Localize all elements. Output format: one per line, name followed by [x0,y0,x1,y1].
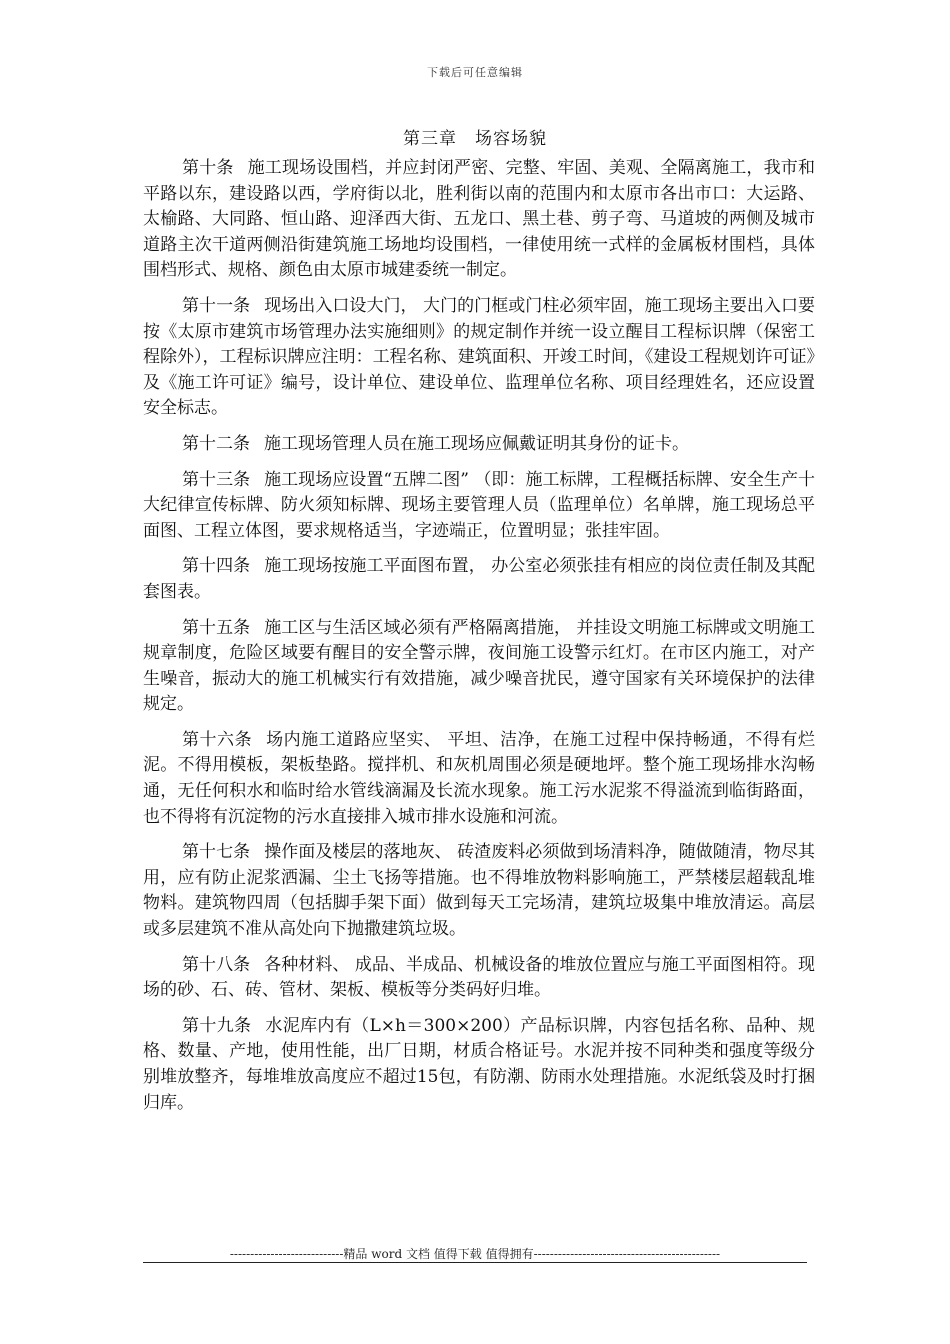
article-text: 施工现场应设置“五牌二图” （即：施工标牌，工程概括标牌、安全生产十大纪律宣传标牌、防火须知标牌、现场主要管理人员（监理单位）名单牌，施工现场总平面图、工程立体图，要求规格适当，字迹端正，位置明显；张挂牢固。 [143,469,815,541]
page-header-note: 下载后可任意编辑 [427,66,523,79]
article-number: 第十九条 [182,1015,252,1036]
article-10 [143,156,815,284]
article-number: 第十六条 [182,729,253,750]
article-12 [143,432,815,458]
article-text: 施工现场设围档，并应封闭严密、完整、牢固、美观、全隔离施工，我市和平路以东，建设路以西，学府街以北，胜利街以南的范围内和太原市各出市口：大运路、太榆路、大同路、恒山路、迎泽西大街、五龙口、黑土巷、剪子弯、马道坡的两侧及城市道路主次干道两侧沿街建筑施工场地均设围档，一律使用统一式样的金属板材围档，具体围档形式、规格、颜色由太原市城建委统一制定。 [143,158,816,281]
article-text: 施工现场管理人员在施工现场应佩戴证明其身份的证卡。 [264,433,689,454]
article-16 [143,728,815,830]
article-17 [143,840,815,942]
article-number: 第十五条 [182,617,251,638]
article-number: 第十条 [182,158,234,178]
article-number: 第十七条 [182,842,251,863]
page-footer-text: ----------------------------精品 word 文档 值得下载 值得拥有---------------------------------------------- [229,1247,721,1261]
article-14 [143,554,815,605]
article-text: 现场出入口设大门， 大门的门框或门柱必须牢固，施工现场主要出入口要按《太原市建筑市场管理办法实施细则》的规定制作并统一设立醒目工程标识牌（保密工程除外），工程标识牌应注明：工程名称、建筑面积、开竣工时间，《建设工程规划许可证》及《施工许可证》编号，设计单位、建设单位、监理单位名称、项目经理姓名，还应设置安全标志。 [143,295,816,419]
article-text: 各种材料、 成品、半成品、机械设备的堆放位置应与施工平面图相符。现场的砂、石、砖、管材、架板、模板等分类码好归堆。 [143,954,816,1001]
article-19 [143,1014,815,1116]
article-text: 施工区与生活区域必须有严格隔离措施， 并挂设文明施工标牌或文明施工规章制度，危险区域要有醒目的安全警示牌，夜间施工设警示红灯。在市区内施工，对产生噪音，振动大的施工机械实行有效措施，减少噪音扰民，遵守国家有关环境保护的法律规定。 [143,617,816,715]
article-18 [143,953,815,1004]
article-number: 第十四条 [182,556,251,577]
article-text: 操作面及楼层的落地灰、 砖渣废料必须做到场清料净，随做随清，物尽其用，应有防止泥浆洒漏、尘土飞扬等措施。也不得堆放物料影响施工，严禁楼层超载乱堆物料。建筑物四周（包括脚手架下面）做到每天工完场清，建筑垃圾集中堆放清运。高层或多层建筑不准从高处向下抛撒建筑垃圾。 [143,842,816,940]
article-13 [143,468,815,545]
article-number: 第十八条 [182,954,251,975]
article-number: 第十三条 [182,469,251,490]
footer-divider [143,1262,807,1263]
article-text: 施工现场按施工平面图布置， 办公室必须张挂有相应的岗位责任制及其配套图表。 [143,556,816,602]
document-body [143,156,815,1126]
article-number: 第十一条 [182,295,251,316]
article-15 [143,616,815,718]
article-number: 第十二条 [182,433,250,454]
chapter-title: 第三章 场容场貌 [403,129,547,149]
article-text: 水泥库内有（L×h＝300×200）产品标识牌，内容包括名称、品种、规格、数量、产地，使用性能，出厂日期，材质合格证号。水泥并按不同种类和强度等级分别堆放整齐，每堆堆放高度应不超过15包，有防潮、防雨水处理措施。水泥纸袋及时打捆归库。 [143,1015,816,1113]
article-11 [143,294,815,422]
article-text: 场内施工道路应坚实、 平坦、洁净，在施工过程中保持畅通，不得有烂泥。不得用模板，架板垫路。搅拌机、和灰机周围必须是硬地坪。整个施工现场排水沟畅通，无任何积水和临时给水管线滴漏及长流水现象。施工污水泥浆不得溢流到临街路面，也不得将有沉淀物的污水直接排入城市排水设施和河流。 [143,729,815,827]
